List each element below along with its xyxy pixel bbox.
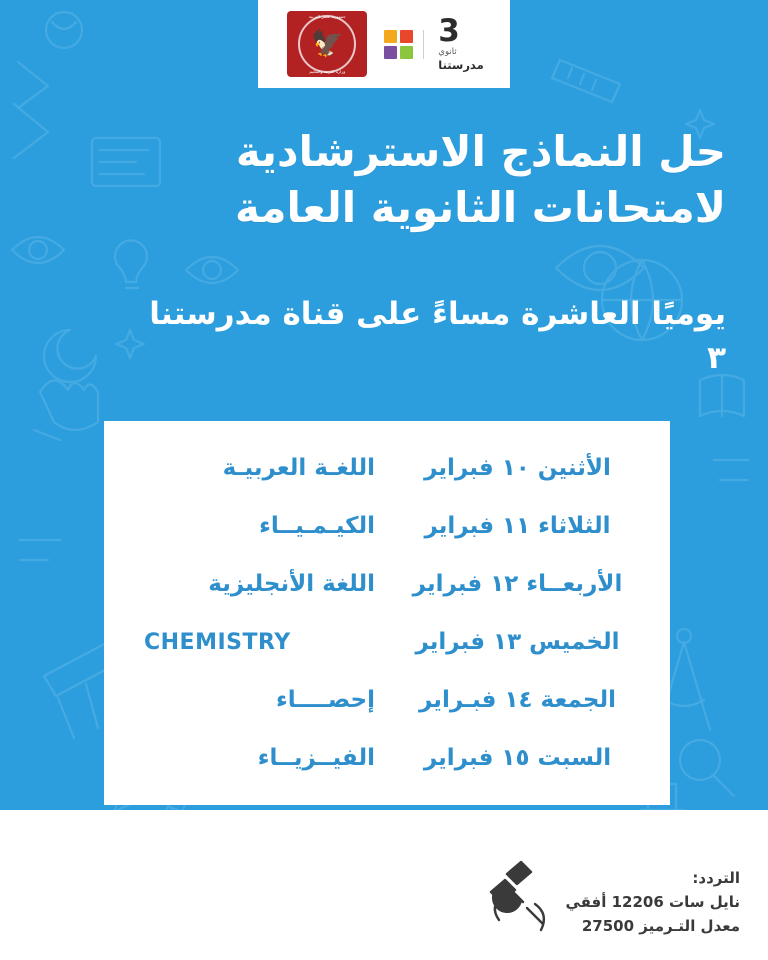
- ministry-emblem-icon: [287, 11, 367, 77]
- schedule-subject: الكيـمـيــاء: [259, 513, 375, 539]
- schedule-date: الأثنين ١٠ فبراير: [424, 455, 611, 481]
- square-red-icon: [400, 30, 413, 43]
- grade-number: 3: [438, 12, 460, 49]
- schedule-subject: اللغـة العربيـة: [222, 455, 375, 481]
- footer-bar: [0, 810, 768, 960]
- schedule-date: الأربعــاء ١٢ فبراير: [412, 571, 623, 597]
- schedule-date: الخميس ١٣ فبراير: [415, 629, 620, 655]
- square-purple-icon: [384, 46, 397, 59]
- frequency-text: [565, 866, 740, 938]
- madrasatna-logo-text: [438, 12, 484, 72]
- emblem-bottom-text: وزارة التربية والتعليم: [309, 69, 346, 74]
- schedule-date: الثلاثاء ١١ فبراير: [424, 513, 611, 539]
- satellite-line: نايل سات 12206 أفقي: [565, 893, 740, 911]
- schedule-subject: الفيــزيــاء: [257, 745, 375, 771]
- satellite-icon: [477, 858, 551, 938]
- emblem-top-text: جمهورية مصر العربية: [308, 14, 346, 19]
- platform-name: مدرستنا: [438, 57, 484, 72]
- schedule-card: [104, 421, 670, 805]
- logo-bar: [258, 0, 510, 88]
- schedule-date: الجمعة ١٤ فبـراير: [419, 687, 616, 713]
- symbol-rate-line: معدل التـرميز 27500: [581, 917, 740, 935]
- stage-label: ثانوي: [438, 47, 457, 58]
- madrasatna-logo: [438, 12, 484, 72]
- schedule-grid: [104, 421, 670, 805]
- emblem-ring: [298, 15, 356, 73]
- schedule-subject: اللغة الأنجليزية: [208, 571, 375, 597]
- square-orange-icon: [384, 30, 397, 43]
- schedule-subject: إحصــــاء: [276, 687, 375, 713]
- frequency-label: التردد:: [692, 869, 740, 887]
- square-green-icon: [400, 46, 413, 59]
- colored-squares-icon: [384, 30, 424, 59]
- frequency-info: [477, 858, 740, 938]
- page-title: حل النماذج الاسترشادية لامتحانات الثانوية العامة: [235, 127, 726, 232]
- page-subtitle: يوميًا العاشرة مساءً على قناة مدرستنا ٣: [149, 296, 726, 377]
- eagle-icon: 🦅: [311, 29, 344, 59]
- ministry-logo: [284, 8, 370, 80]
- schedule-subject: CHEMISTRY: [144, 629, 291, 655]
- schedule-date: السبت ١٥ فبراير: [423, 745, 612, 771]
